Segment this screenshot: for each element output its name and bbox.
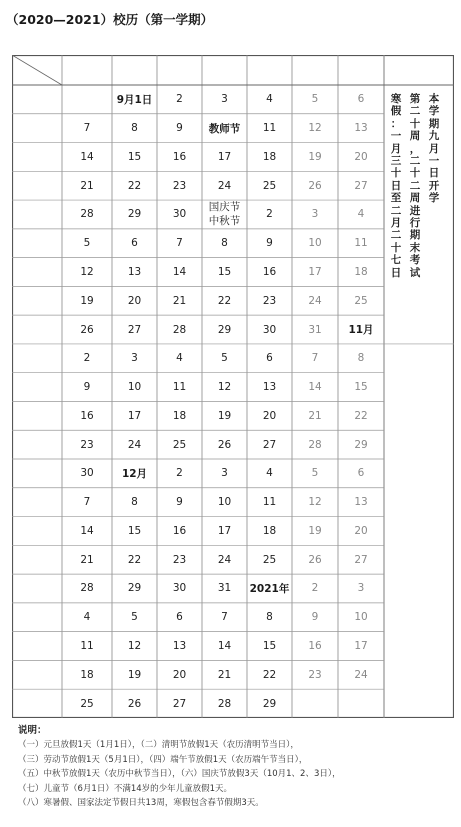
date-cell: 11 xyxy=(172,381,187,394)
date-cell: 28 xyxy=(80,208,94,221)
date-cell: 5 xyxy=(221,352,228,365)
week-number xyxy=(12,545,62,574)
date-cell: 19 xyxy=(127,668,142,681)
date-cell: 2 xyxy=(83,352,91,365)
week-number xyxy=(12,315,62,344)
date-cell: 29 xyxy=(354,438,368,451)
date-cell: 4 xyxy=(266,467,273,480)
week-number xyxy=(12,143,62,172)
date-cell: 21 xyxy=(172,294,187,307)
week-number xyxy=(12,488,62,517)
date-cell: 13 xyxy=(354,496,368,509)
date-cell: 9 xyxy=(311,611,319,624)
day-header xyxy=(338,55,384,85)
date-cell: 27 xyxy=(262,438,277,451)
remark-char: 本 xyxy=(428,93,440,105)
date-cell: 21 xyxy=(80,553,94,566)
date-cell: 18 xyxy=(262,150,277,163)
date-cell: 19 xyxy=(308,150,322,163)
date-cell: 27 xyxy=(354,179,368,192)
calendar-table xyxy=(12,55,454,718)
week-number xyxy=(12,171,62,200)
remark-char: 考 xyxy=(409,254,421,267)
remark-char: 二 xyxy=(409,105,421,118)
day-header xyxy=(112,55,157,85)
date-cell: 17 xyxy=(308,265,322,278)
date-cell: 28 xyxy=(172,323,187,336)
date-cell: 25 xyxy=(354,294,368,307)
remark-char: 末 xyxy=(409,241,421,254)
date-cell: 22 xyxy=(127,553,142,566)
date-cell: 24 xyxy=(217,553,232,566)
date-cell: 4 xyxy=(83,611,91,624)
date-cell xyxy=(292,689,338,718)
date-cell: 5 xyxy=(311,467,319,480)
date-cell: 26 xyxy=(308,553,322,566)
remark-char: 十 xyxy=(409,167,421,180)
week-number xyxy=(12,114,62,143)
date-cell: 27 xyxy=(127,323,142,336)
week-number xyxy=(12,401,62,430)
date-cell: 5 xyxy=(83,237,91,250)
week-number xyxy=(12,229,62,258)
date-cell: 19 xyxy=(217,409,232,422)
date-cell: 16 xyxy=(172,524,187,537)
date-cell: 14 xyxy=(308,381,322,394)
date-cell: 13 xyxy=(354,122,368,135)
remark-char: 十 xyxy=(390,167,402,180)
date-cell: 13 xyxy=(127,265,142,278)
date-cell: 29 xyxy=(127,582,142,595)
date-cell: 3 xyxy=(221,93,228,106)
date-cell: 23 xyxy=(80,438,94,451)
date-cell xyxy=(338,689,384,718)
date-cell: 19 xyxy=(308,524,322,537)
remark-char: 月 xyxy=(390,217,402,230)
date-cell: 15 xyxy=(127,524,142,537)
note-line: （三）劳动节放假1天（5月1日），（四）端午节放假1天（农历端午节当日）， xyxy=(18,754,308,765)
remark-char: ， xyxy=(409,142,421,155)
remark-char: 日 xyxy=(390,179,402,192)
week-number xyxy=(12,373,62,402)
date-cell: 20 xyxy=(354,524,368,537)
date-cell: 15 xyxy=(217,265,232,278)
notes-section xyxy=(12,718,454,814)
date-cell: 14 xyxy=(217,640,232,652)
date-cell: 17 xyxy=(127,409,142,422)
date-cell: 19 xyxy=(80,294,94,307)
remark-char: 九 xyxy=(428,130,440,143)
remark-char: ： xyxy=(390,117,402,130)
remark-column xyxy=(388,93,404,393)
date-cell: 5 xyxy=(311,93,319,106)
remark-char: 至 xyxy=(390,192,402,205)
note-line: （八）寒暑假、国家法定节假日共13周，寒假包含春节假期3天。 xyxy=(18,798,264,809)
date-cell: 20 xyxy=(354,150,368,163)
notes-heading: 说明： xyxy=(18,725,47,736)
day-header xyxy=(247,55,292,85)
date-cell: 20 xyxy=(172,668,187,681)
remark-char: 学 xyxy=(428,192,440,205)
note-line: （一）元旦放假1天（1月1日），（二）清明节放假1天（农历清明节当日）， xyxy=(18,740,299,750)
date-cell: 14 xyxy=(80,150,94,163)
date-cell: 22 xyxy=(354,409,368,422)
date-cell: 26 xyxy=(127,697,142,710)
date-cell: 4 xyxy=(357,208,365,221)
date-cell: 15 xyxy=(354,381,368,394)
remark-char: 学 xyxy=(428,105,440,118)
date-cell: 11 xyxy=(354,237,368,250)
date-cell: 9 xyxy=(176,122,183,135)
remark-column xyxy=(407,93,423,393)
date-cell: 28 xyxy=(80,582,94,595)
date-cell: 17 xyxy=(217,150,232,163)
week-number xyxy=(12,286,62,315)
date-cell: 18 xyxy=(354,265,368,278)
remark-column xyxy=(426,93,442,393)
date-cell: 3 xyxy=(357,582,365,595)
date-cell: 22 xyxy=(127,179,142,192)
week-number xyxy=(12,200,62,229)
date-cell: 12 xyxy=(308,122,322,135)
remark-header xyxy=(384,55,454,85)
date-cell: 15 xyxy=(127,150,142,163)
date-cell: 16 xyxy=(172,150,187,163)
date-cell: 30 xyxy=(262,323,277,336)
date-cell: 18 xyxy=(80,668,94,681)
remark-char: 日 xyxy=(390,266,402,279)
remark-char: 三 xyxy=(390,155,402,168)
date-cell: 27 xyxy=(172,697,187,710)
date-cell: 28 xyxy=(217,697,232,710)
date-cell: 9 xyxy=(83,381,91,394)
remark-char: 一 xyxy=(428,155,440,168)
remark-char: 开 xyxy=(428,179,440,192)
date-cell: 23 xyxy=(308,668,322,681)
note-line: （七）儿童节（6月1日）不满14岁的少年儿童放假1天。 xyxy=(18,783,233,794)
date-cell: 6 xyxy=(131,237,138,250)
date-cell-line: 中秋节 xyxy=(208,215,241,228)
date-cell: 17 xyxy=(354,640,368,652)
date-cell: 10 xyxy=(308,237,322,250)
date-cell: 24 xyxy=(217,179,232,192)
date-cell: 14 xyxy=(80,524,94,537)
date-cell: 7 xyxy=(311,352,319,365)
date-cell: 23 xyxy=(172,179,187,192)
date-cell: 30 xyxy=(80,467,94,480)
date-cell: 8 xyxy=(131,122,138,135)
date-cell: 6 xyxy=(357,467,365,480)
date-cell: 6 xyxy=(176,611,183,624)
remark-char: 一 xyxy=(390,130,402,143)
date-cell: 11 xyxy=(80,640,94,652)
date-cell: 31 xyxy=(308,323,322,336)
date-cell-line: 国庆节 xyxy=(208,201,241,214)
date-cell: 2 xyxy=(311,582,319,595)
day-header xyxy=(202,55,247,85)
week-number xyxy=(12,689,62,718)
day-header xyxy=(292,55,338,85)
remark-char: 寒 xyxy=(390,93,402,105)
week-number xyxy=(12,660,62,689)
date-cell: 10 xyxy=(127,381,142,394)
remark-char: 二 xyxy=(409,179,421,192)
date-cell: 10 xyxy=(217,496,232,509)
date-cell: 27 xyxy=(354,553,368,566)
date-cell: 14 xyxy=(172,265,187,278)
week-number xyxy=(12,344,62,373)
remark-char: 十 xyxy=(409,117,421,130)
date-cell: 18 xyxy=(262,524,277,537)
date-cell: 23 xyxy=(172,553,187,566)
date-cell: 7 xyxy=(83,122,91,135)
remark-char: 行 xyxy=(409,217,421,230)
date-cell: 21 xyxy=(80,179,94,192)
date-cell: 6 xyxy=(357,93,365,106)
date-cell: 20 xyxy=(127,294,142,307)
day-header xyxy=(157,55,202,85)
date-cell: 21 xyxy=(217,668,232,681)
date-cell: 30 xyxy=(172,208,187,221)
date-cell: 12 xyxy=(308,496,322,509)
corner-diagonal xyxy=(12,55,62,85)
date-cell: 24 xyxy=(354,668,368,681)
remark-char: 日 xyxy=(428,167,440,180)
page-title: （2020—2021）校历（第一学期） xyxy=(6,12,214,27)
remark-char: 假 xyxy=(390,105,402,118)
date-cell: 7 xyxy=(176,237,183,250)
date-cell: 12月 xyxy=(121,467,148,480)
week-number xyxy=(12,603,62,632)
remark-char: 周 xyxy=(409,192,421,205)
date-cell: 2 xyxy=(176,467,183,480)
week-number xyxy=(12,430,62,459)
date-cell: 2 xyxy=(176,93,183,106)
date-cell: 31 xyxy=(217,582,232,595)
day-header xyxy=(62,55,112,85)
date-cell: 12 xyxy=(127,640,142,652)
date-cell: 11 xyxy=(262,496,277,509)
date-cell: 13 xyxy=(172,640,187,652)
date-cell: 26 xyxy=(217,438,232,451)
week-number xyxy=(12,258,62,287)
date-cell: 13 xyxy=(262,381,277,394)
remark-char: 周 xyxy=(409,130,421,143)
date-cell: 26 xyxy=(80,323,94,336)
date-cell: 16 xyxy=(262,265,277,278)
date-cell: 24 xyxy=(308,294,322,307)
date-cell: 25 xyxy=(262,179,277,192)
remark-char: 二 xyxy=(390,229,402,242)
remark-char: 试 xyxy=(409,266,421,279)
date-cell: 4 xyxy=(266,93,273,106)
date-cell: 25 xyxy=(172,438,187,451)
date-cell: 9月1日 xyxy=(116,93,153,106)
date-cell: 18 xyxy=(172,409,187,422)
remark-char: 十 xyxy=(390,241,402,254)
date-cell: 30 xyxy=(172,582,187,595)
date-cell: 24 xyxy=(127,438,142,451)
date-cell: 9 xyxy=(266,237,273,250)
date-cell: 4 xyxy=(176,352,183,365)
date-cell: 11 xyxy=(262,122,277,135)
week-number xyxy=(12,574,62,603)
remark-char: 二 xyxy=(390,204,402,217)
date-cell: 25 xyxy=(80,697,94,710)
date-cell: 10 xyxy=(354,611,368,624)
date-cell: 29 xyxy=(262,697,277,710)
date-cell: 8 xyxy=(131,496,138,509)
date-cell: 28 xyxy=(308,438,322,451)
date-cell: 3 xyxy=(311,208,319,221)
week-number xyxy=(12,459,62,488)
remark-char: 七 xyxy=(390,254,402,267)
date-cell: 3 xyxy=(131,352,138,365)
date-cell: 2 xyxy=(266,208,273,221)
date-cell: 22 xyxy=(217,294,232,307)
remark-char: 月 xyxy=(390,142,402,155)
week-number xyxy=(12,85,62,114)
week-number xyxy=(12,517,62,546)
date-cell: 8 xyxy=(357,352,365,365)
date-cell: 25 xyxy=(262,553,277,566)
remark-char: 第 xyxy=(409,93,421,105)
date-cell: 8 xyxy=(266,611,273,624)
date-cell: 16 xyxy=(80,409,94,422)
date-cell: 教师节 xyxy=(208,122,241,135)
date-cell: 3 xyxy=(221,467,228,480)
date-cell: 5 xyxy=(131,611,138,624)
date-cell: 21 xyxy=(308,409,322,422)
date-cell: 16 xyxy=(308,640,322,652)
date-cell: 9 xyxy=(176,496,183,509)
remark-char: 期 xyxy=(409,229,421,242)
date-cell xyxy=(202,200,247,229)
remark-char: 进 xyxy=(409,204,421,217)
date-cell: 11月 xyxy=(348,324,374,337)
remark-char: 期 xyxy=(428,117,440,130)
date-cell: 7 xyxy=(83,496,91,509)
date-cell: 17 xyxy=(217,524,232,537)
week-number xyxy=(12,632,62,661)
date-cell: 26 xyxy=(308,179,322,192)
date-cell: 6 xyxy=(266,352,273,365)
date-cell: 22 xyxy=(262,668,277,681)
remark-char: 二 xyxy=(409,155,421,168)
note-line: （五）中秋节放假1天（农历中秋节当日），（六）国庆节放假3天（10月1、2、3日）， xyxy=(18,769,341,780)
date-cell xyxy=(62,85,112,114)
remark-char: 月 xyxy=(428,142,440,155)
date-cell: 29 xyxy=(217,323,232,336)
date-cell: 20 xyxy=(262,409,277,422)
date-cell: 8 xyxy=(221,237,228,250)
date-cell: 2021年 xyxy=(249,582,290,595)
date-cell: 23 xyxy=(262,294,277,307)
date-cell: 7 xyxy=(221,611,228,624)
date-cell: 15 xyxy=(262,640,277,652)
date-cell: 12 xyxy=(80,265,94,278)
date-cell: 12 xyxy=(217,381,232,394)
date-cell: 29 xyxy=(127,208,142,221)
